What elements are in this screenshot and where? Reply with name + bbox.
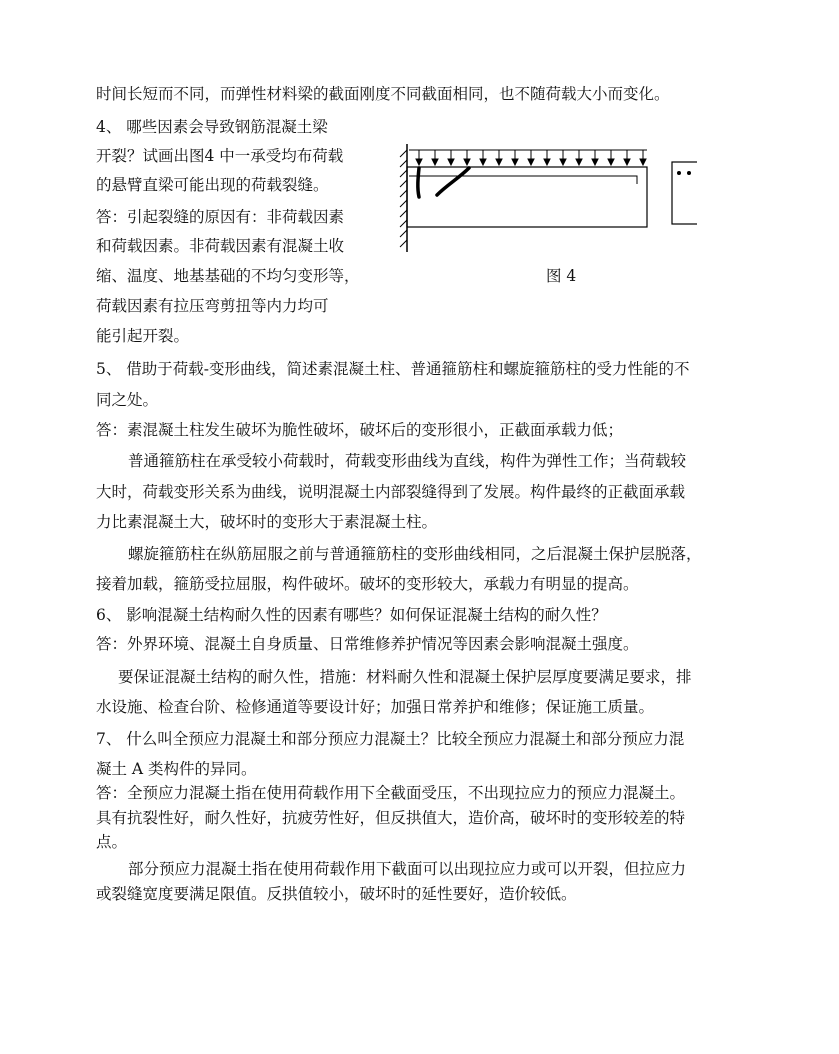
- text-line: 能引起开裂。: [96, 327, 190, 345]
- answer-7: 答：全预应力混凝土指在使用荷载作用下全截面受压，不出现拉应力的预应力混凝土。: [96, 784, 686, 802]
- answer-6: 答：外界环境、混凝土自身质量、日常维修养护情况等因素会影响混凝土强度。: [96, 635, 639, 653]
- text-line: 的悬臂直梁可能出现的荷载裂缝。: [96, 176, 329, 194]
- text-line: 接着加载，箍筋受拉屈服，构件破坏。破坏的变形较大，承载力有明显的提高。: [96, 575, 639, 593]
- answer-5: 答：素混凝土柱发生破坏为脆性破坏，破坏后的变形很小，正截面承载力低；: [96, 421, 624, 439]
- text-line: 具有抗裂性好，耐久性好，抗疲劳性好，但反拱值大，造价高，破坏时的变形较差的特: [96, 809, 686, 827]
- text-line: 时间长短而不同，而弹性材料梁的截面刚度不同截面相同，也不随荷载大小而变化。: [96, 85, 670, 103]
- text-line: 要保证混凝土结构的耐久性，措施：材料耐久性和混凝土保护层厚度要满足要求，排: [118, 668, 692, 686]
- rebar-dot: [687, 171, 691, 175]
- answer-4: 答：引起裂缝的原因有：非荷载因素: [96, 208, 345, 226]
- text-line: 点。: [96, 833, 128, 851]
- text-line: 凝土 A 类构件的异同。: [96, 760, 257, 778]
- crack-vertical: [418, 168, 419, 197]
- fixed-support: [400, 144, 407, 252]
- rebar-dot: [677, 171, 681, 175]
- beam-cross-section: [672, 162, 697, 224]
- text-line: 或裂缝宽度要满足限值。反拱值较小，破坏时的延性要好，造价较低。: [96, 885, 577, 903]
- crack-inclined: [437, 168, 469, 195]
- question-6-heading: 6、 影响混凝土结构耐久性的因素有哪些？如何保证混凝土结构的耐久性？: [96, 606, 607, 624]
- text-line: 同之处。: [96, 391, 159, 409]
- question-4-heading: 4、 哪些因素会导致钢筋混凝土梁: [96, 118, 328, 136]
- figure-4-caption: 图 4: [546, 267, 577, 285]
- text-line: 普通箍筋柱在承受较小荷载时，荷载变形曲线为直线，构件为弹性工作；当荷载较: [128, 452, 687, 470]
- text-line: 和荷载因素。非荷载因素有混凝土收: [96, 237, 345, 255]
- uniform-load-arrows: [409, 150, 647, 165]
- question-5-heading: 5、 借助于荷载-变形曲线，简述素混凝土柱、普通箍筋柱和螺旋箍筋柱的受力性能的不: [96, 360, 690, 378]
- text-line: 水设施、检查台阶、检修通道等要设计好；加强日常养护和维修；保证施工质量。: [96, 698, 655, 716]
- text-line: 力比素混凝土大，破坏时的变形大于素混凝土柱。: [96, 513, 438, 531]
- text-line: 荷载因素有拉压弯剪扭等内力均可: [96, 297, 329, 315]
- text-line: 螺旋箍筋柱在纵筋屈服之前与普通箍筋柱的变形曲线相同，之后混凝土保护层脱落，: [128, 545, 702, 563]
- figure-4-diagram: [397, 140, 697, 255]
- text-line: 大时，荷载变形关系为曲线，说明混凝土内部裂缝得到了发展。构件最终的正截面承载: [96, 483, 686, 501]
- top-rebar: [409, 176, 637, 184]
- question-7-heading: 7、 什么叫全预应力混凝土和部分预应力混凝土？比较全预应力混凝土和部分预应力混: [96, 730, 685, 748]
- text-line: 部分预应力混凝土指在使用荷载作用下截面可以出现拉应力或可以开裂，但拉应力: [128, 860, 687, 878]
- text-line: 缩、温度、地基基础的不均匀变形等，: [96, 267, 360, 285]
- text-line: 开裂？试画出图4 中一承受均布荷载: [96, 147, 344, 165]
